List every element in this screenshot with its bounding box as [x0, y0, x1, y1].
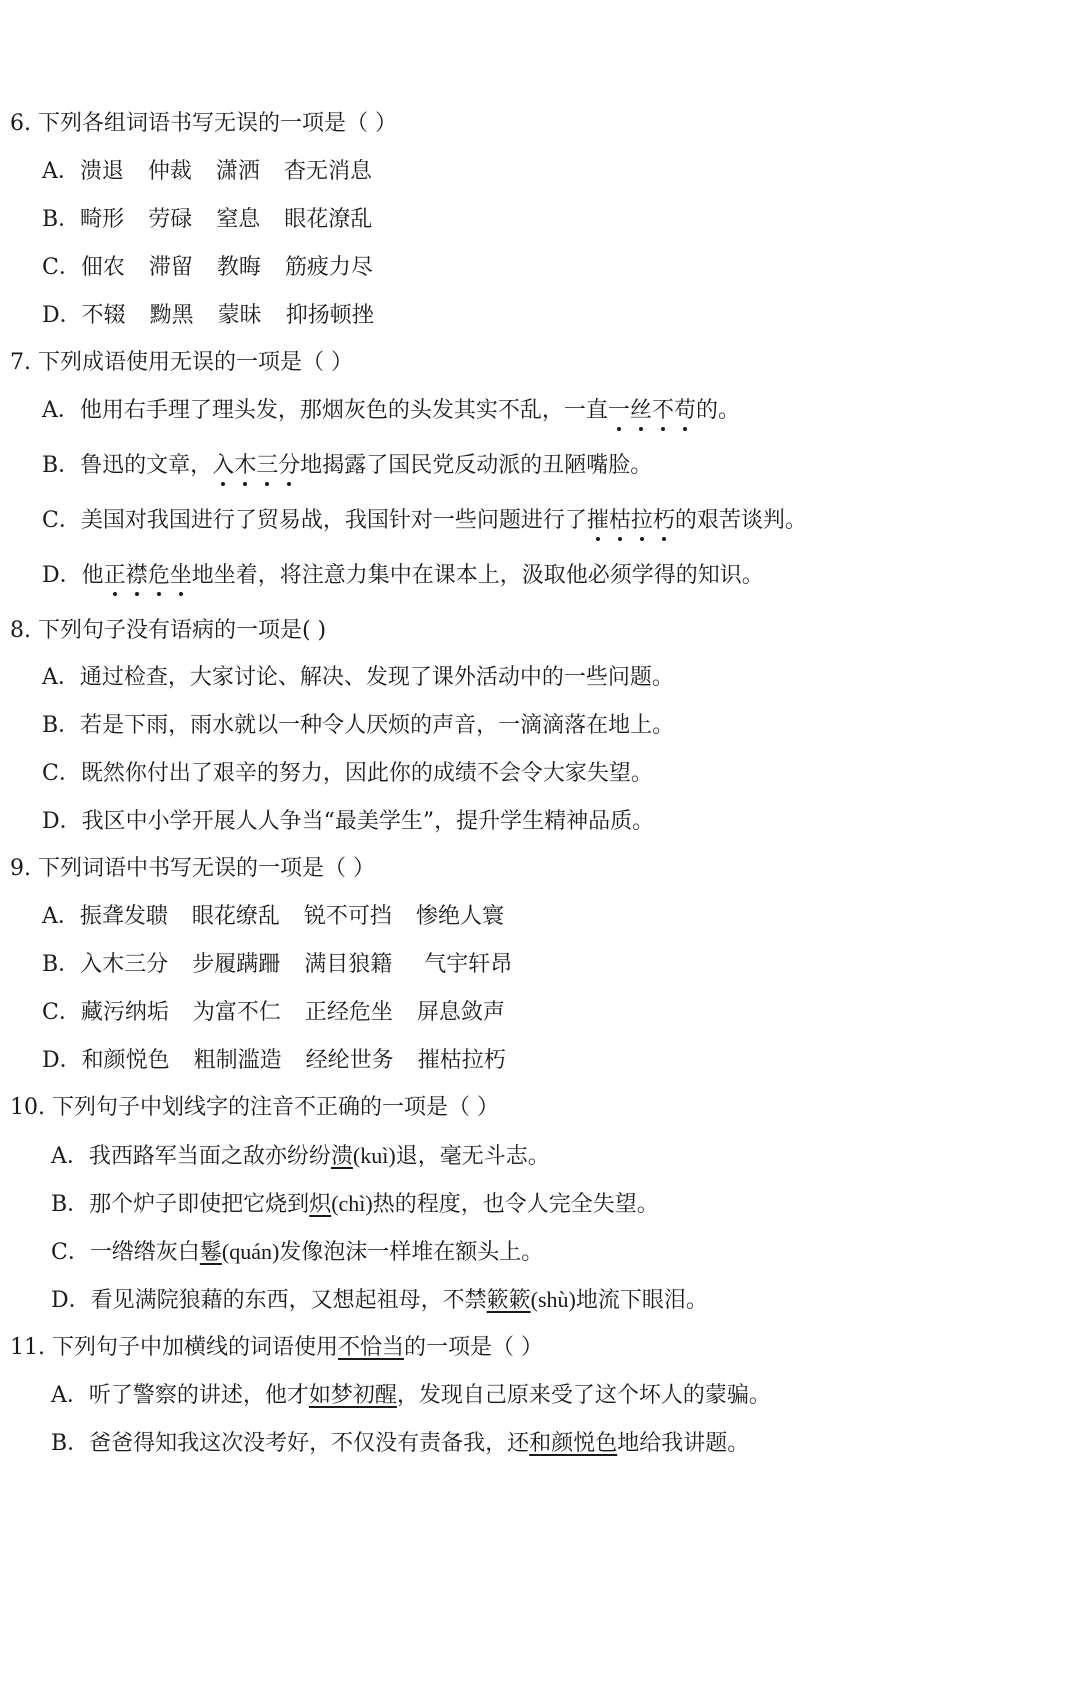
pinyin: (kuì)	[352, 1143, 396, 1168]
underlined-char: 簌簌	[486, 1288, 531, 1313]
q7-option-d	[42, 561, 764, 591]
option-text: 爸爸得知我这次没考好，不仅没有责备我，还	[89, 1431, 530, 1456]
word: 经纶世务	[305, 1048, 394, 1073]
question-10-stem: 10. 下列句子中划线字的注音不正确的一项是（ ）	[10, 1095, 499, 1120]
q10-option-d	[51, 1285, 708, 1316]
q11-option-a	[51, 1381, 771, 1411]
word: 不辍	[81, 303, 126, 328]
q7-option-a	[42, 396, 740, 426]
option-letter: C．	[42, 255, 81, 280]
option-text: 我西路军当面之敌亦纷纷	[88, 1144, 331, 1169]
pinyin: (quán)	[221, 1239, 280, 1264]
dotted-char: 入	[212, 453, 235, 478]
dotted-char: 分	[278, 453, 301, 478]
dotted-char: 危	[147, 563, 170, 588]
dotted-char: 不	[651, 398, 674, 423]
option-text: 他	[81, 563, 104, 588]
q6-option-a	[42, 157, 396, 187]
option-letter: D．	[42, 809, 82, 834]
option-text: 地给我讲题。	[617, 1431, 750, 1456]
q11-option-b	[51, 1429, 749, 1459]
option-text: 热的程度，也令人完全失望。	[372, 1192, 659, 1217]
option-letter: B．	[51, 1192, 90, 1217]
option-letter: D．	[42, 303, 82, 328]
word: 畸形	[80, 207, 125, 232]
option-text: 既然你付出了艰辛的努力，因此你的成绩不会令大家失望。	[80, 761, 653, 786]
option-text: 鲁迅的文章，	[80, 453, 213, 478]
word: 粗制滥造	[193, 1048, 282, 1073]
option-letter: A．	[42, 398, 80, 423]
q9-option-d	[42, 1046, 530, 1076]
word: 眼花潦乱	[284, 207, 373, 232]
word: 窒息	[216, 207, 261, 232]
pinyin: (shù)	[530, 1287, 576, 1312]
dotted-char: 拉	[630, 508, 653, 533]
option-letter: D．	[42, 563, 82, 588]
option-letter: B．	[42, 453, 81, 478]
q8-option-b	[42, 711, 674, 741]
word: 入木三分	[80, 952, 169, 977]
question-6-stem: 6. 下列各组词语书写无误的一项是（ ）	[10, 111, 397, 136]
word: 气宇轩昂	[424, 952, 513, 977]
option-text: 我区中小学开展人人争当“最美学生”，提升学生精神品质。	[81, 809, 655, 834]
underlined-text: 和颜悦色	[529, 1431, 618, 1456]
stem-text: 11. 下列句子中加横线的词语使用	[10, 1335, 338, 1360]
option-text: 发像泡沫一样堆在额头上。	[279, 1240, 544, 1265]
dotted-char: 枯	[608, 508, 631, 533]
question-8-stem: 8. 下列句子没有语病的一项是( )	[10, 618, 327, 643]
q7-option-b	[42, 451, 652, 481]
option-text: 他用右手理了理头发，那烟灰色的头发其实不乱，一直	[79, 398, 608, 423]
option-letter: A．	[42, 904, 80, 929]
word: 满目狼籍	[304, 952, 393, 977]
dotted-char: 正	[103, 563, 126, 588]
word: 屏息敛声	[416, 1000, 505, 1025]
dotted-char: 三	[256, 453, 279, 478]
q9-option-c	[42, 998, 529, 1028]
q6-option-d	[42, 301, 398, 331]
dotted-char: 苟	[673, 398, 696, 423]
q8-option-a	[42, 663, 674, 693]
q10-option-c	[51, 1237, 543, 1268]
option-letter: C．	[51, 1240, 90, 1265]
dotted-char: 一	[607, 398, 630, 423]
option-text: 的。	[695, 398, 740, 423]
option-letter: C．	[42, 1000, 81, 1025]
q8-option-d	[42, 807, 654, 837]
word: 振聋发聩	[79, 904, 168, 929]
option-text: 地揭露了国民党反动派的丑陋嘴脸。	[300, 453, 653, 478]
option-text: 听了警察的讲述，他才	[88, 1383, 309, 1408]
word: 步履蹒跚	[192, 952, 281, 977]
q6-option-c	[42, 253, 397, 283]
underlined-char: 鬈	[199, 1240, 222, 1265]
q9-option-a	[42, 902, 528, 932]
word: 筋疲力尽	[284, 255, 373, 280]
word: 抑扬顿挫	[285, 303, 374, 328]
word: 藏污纳垢	[80, 1000, 169, 1025]
underlined-text: 不恰当	[337, 1335, 404, 1360]
word: 溃退	[79, 159, 124, 184]
dotted-char: 襟	[125, 563, 148, 588]
option-text: 若是下雨，雨水就以一种令人厌烦的声音，一滴滴落在地上。	[80, 713, 675, 738]
word: 眼花缭乱	[191, 904, 280, 929]
option-letter: A．	[51, 1144, 89, 1169]
q9-option-b	[42, 950, 536, 980]
q8-option-c	[42, 759, 653, 789]
word: 劳碌	[148, 207, 193, 232]
q10-option-a	[51, 1141, 550, 1172]
dotted-char: 丝	[629, 398, 652, 423]
option-text: 看见满院狼藉的东西，又想起祖母，不禁	[90, 1288, 487, 1313]
word: 仲裁	[147, 159, 192, 184]
option-text: 地坐着，将注意力集中在课本上，汲取他必须学得的知识。	[191, 563, 764, 588]
option-text: 的艰苦谈判。	[674, 508, 807, 533]
option-letter: B．	[51, 1431, 90, 1456]
word: 惨绝人寰	[415, 904, 504, 929]
stem-text: 的一项是（ ）	[404, 1335, 543, 1360]
option-text: 地流下眼泪。	[575, 1288, 708, 1313]
word: 锐不可挡	[303, 904, 392, 929]
word: 蒙昧	[217, 303, 262, 328]
word: 佃农	[80, 255, 125, 280]
dotted-char: 摧	[586, 508, 609, 533]
q7-option-c	[42, 506, 807, 536]
question-11-stem	[10, 1333, 543, 1363]
underlined-char: 炽	[309, 1192, 332, 1217]
option-text: ，发现自己原来受了这个坏人的蒙骗。	[396, 1383, 771, 1408]
option-letter: A．	[42, 665, 80, 690]
underlined-char: 溃	[330, 1144, 353, 1169]
option-letter: B．	[42, 713, 81, 738]
option-letter: A．	[42, 159, 80, 184]
option-text: 那个炉子即使把它烧到	[89, 1192, 310, 1217]
word: 杳无消息	[283, 159, 372, 184]
word: 正经危坐	[304, 1000, 393, 1025]
option-letter: D．	[51, 1288, 91, 1313]
pinyin: (chì)	[331, 1191, 373, 1216]
dotted-char: 朽	[652, 508, 675, 533]
q10-option-b	[51, 1189, 659, 1220]
word: 为富不仁	[192, 1000, 281, 1025]
word: 和颜悦色	[81, 1048, 170, 1073]
q6-option-b	[42, 205, 396, 235]
option-text: 退，毫无斗志。	[395, 1144, 550, 1169]
dotted-char: 木	[234, 453, 257, 478]
option-letter: A．	[51, 1383, 89, 1408]
option-text: 美国对我国进行了贸易战，我国针对一些问题进行了	[80, 508, 587, 533]
option-text: 通过检查，大家讨论、解决、发现了课外活动中的一些问题。	[79, 665, 674, 690]
question-9-stem: 9. 下列词语中书写无误的一项是（ ）	[10, 856, 375, 881]
word: 黝黑	[149, 303, 194, 328]
underlined-text: 如梦初醒	[308, 1383, 397, 1408]
option-letter: D．	[42, 1048, 82, 1073]
question-7-stem: 7. 下列成语使用无误的一项是（ ）	[10, 350, 353, 375]
option-letter: C．	[42, 761, 81, 786]
dotted-char: 坐	[169, 563, 192, 588]
word: 教晦	[216, 255, 261, 280]
option-letter: B．	[42, 207, 81, 232]
option-letter: B．	[42, 952, 81, 977]
option-text: 一绺绺灰白	[89, 1240, 200, 1265]
word: 滞留	[148, 255, 193, 280]
word: 摧枯拉朽	[417, 1048, 506, 1073]
option-letter: C．	[42, 508, 81, 533]
word: 潇洒	[215, 159, 260, 184]
